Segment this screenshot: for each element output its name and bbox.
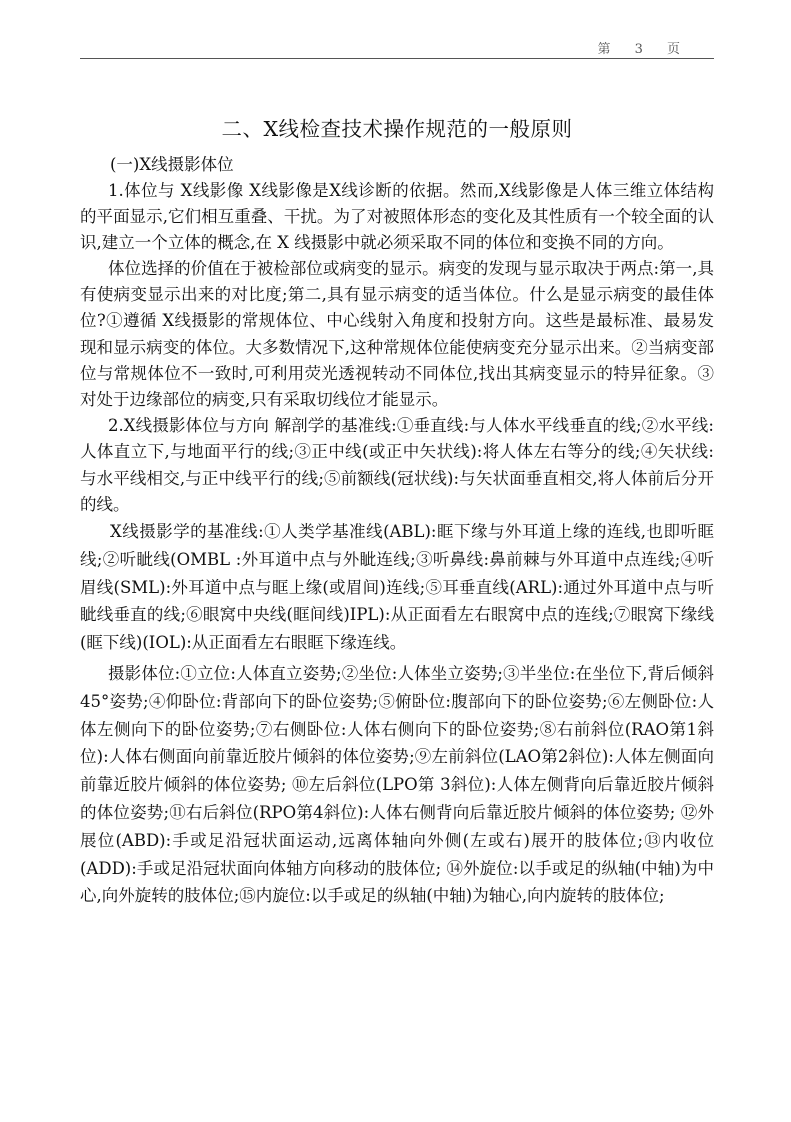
section-heading: (一)X线摄影体位 (110, 155, 234, 174)
paragraph-body-position: 1.体位与 X线影像 X线影像是X线诊断的依据。然而,X线影像是人体三维立体结构的平面显示,它们相互重叠、干扰。为了对被照体形态的变化及其性质有一个较全面的认识,建立一个立体的概念,在 X 线摄影中就必须采取不同的体位和变换不同的方向。 (80, 181, 714, 252)
page-title: 二、X线检查技术操作规范的一般原则 (221, 117, 573, 141)
paragraph-anatomical-baselines: 2.X线摄影体位与方向 解剖学的基准线:①垂直线:与人体水平线垂直的线;②水平线:人体直立下,与地面平行的线;③正中线(或正中矢状线):将人体左右等分的线;④矢状线:与水平线相交,与正中线平行的线;⑤前额线(冠状线):与矢状面垂直相交,将人体前后分开的线。 (80, 416, 714, 514)
paragraph-radiography-baselines: X线摄影学的基准线:①人类学基准线(ABL):眶下缘与外耳道上缘的连线,也即听眶线;②听眦线(OMBL :外耳道中点与外眦连线;③听鼻线:鼻前棘与外耳道中点连线;④听眉线(SML):外耳道中点与眶上缘(或眉间)连线;⑤耳垂直线(ARL):通过外耳道中点与听眦线垂直的线;⑥眼窝中央线(眶间线)IPL):从正面看左右眼窝中点的连线;⑦眼窝下缘线(眶下线)(IOL):从正面看左右眼眶下缘连线。 (80, 522, 714, 653)
paragraph-radiography-positions: 摄影体位:①立位:人体直立姿势;②坐位:人体坐立姿势;③半坐位:在坐位下,背后倾斜45°姿势;④仰卧位:背部向下的卧位姿势;⑤俯卧位:腹部向下的卧位姿势;⑥左侧卧位:人体左侧向下的卧位姿势;⑦右侧卧位:人体右侧向下的卧位姿势;⑧右前斜位(RAO第1斜位):人体右侧面向前靠近胶片倾斜的体位姿势;⑨左前斜位(LAO第2斜位):人体左侧面向前靠近胶片倾斜的体位姿势; ⑩左后斜位(LPO第 3斜位):人体左侧背向后靠近胶片倾斜的体位姿势;⑪右后斜位(RPO第4斜位):人体右侧背向后靠近胶片倾斜的体位姿势; ⑫外展位(ABD):手或足沿冠状面运动,远离体轴向外侧(左或右)展开的肢体位;⑬内收位(ADD):手或足沿冠状面向体轴方向移动的肢体位; ⑭外旋位:以手或足的纵轴(中轴)为中心,向外旋转的肢体位;⑮内旋位:以手或足的纵轴(中轴)为轴心,向内旋转的肢体位; (80, 664, 714, 906)
page-number: 第 3 页 (597, 42, 690, 57)
paragraph-position-selection: 体位选择的价值在于被检部位或病变的显示。病变的发现与显示取决于两点:第一,具有使病变显示出来的对比度;第二,具有显示病变的适当体位。什么是显示病变的最佳体位?①遵循 X线摄影的常规体位、中心线射入角度和投射方向。这些是最标准、最易发现和显示病变的体位。大多数情况下,这种常规体位能使病变充分显示出来。②当病变部位与常规体位不一致时,可利用荧光透视转动不同体位,找出其病变显示的特异征象。③对处于边缘部位的病变,只有采取切线位才能显示。 (80, 259, 714, 410)
document-body (80, 152, 714, 910)
page-header (80, 38, 714, 59)
